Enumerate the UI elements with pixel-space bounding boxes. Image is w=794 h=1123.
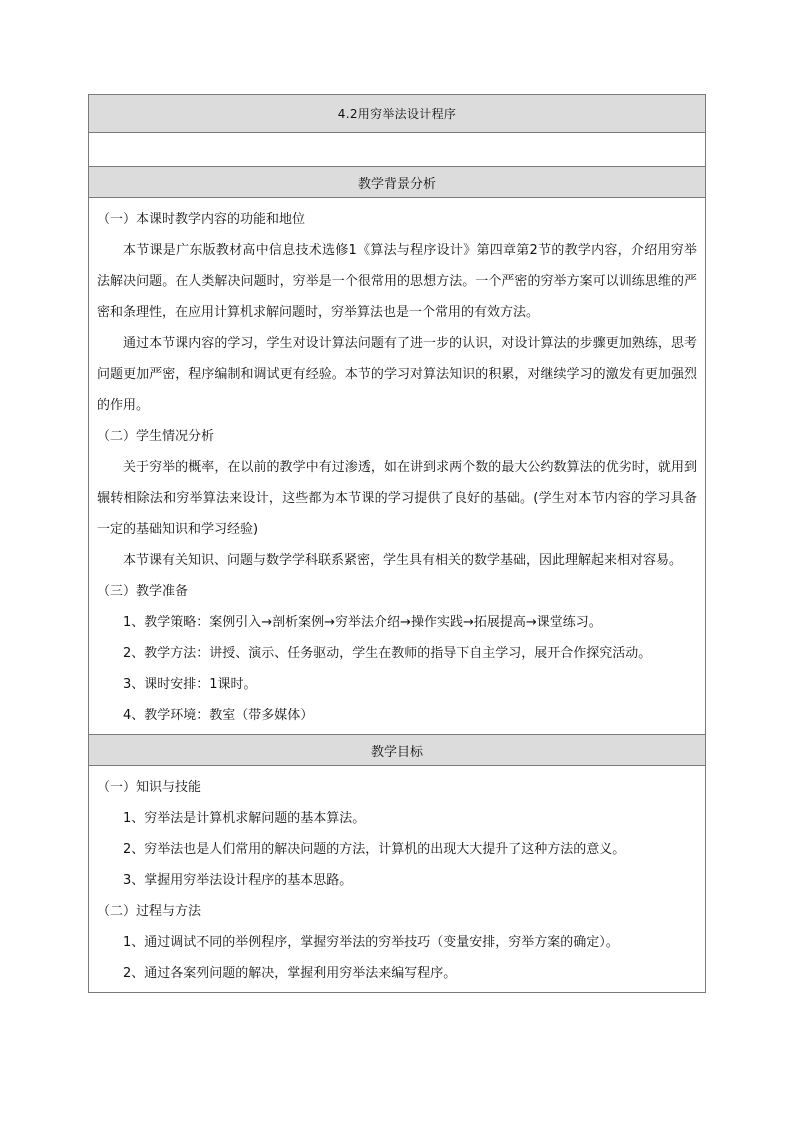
subheading: （三）教学准备 (97, 584, 189, 599)
list-item: 1、教学策略：案例引入→剖析案例→穷举法介绍→操作实践→拓展提高→课堂练习。 (123, 615, 602, 630)
paragraph: 本节课是广东版教材高中信息技术选修1《算法与程序设计》第四章第2节的教学内容，介绍用穷举法解决问题。在人类解决问题时，穷举是一个很常用的思想方法。一个严密的穷举方案可以训练思维的严密和条理性，在应用计算机求解问题时，穷举算法也是一个常用的有效方法。 (97, 243, 697, 320)
list-item: 3、掌握用穷举法设计程序的基本思路。 (123, 873, 353, 888)
blank-row (89, 133, 705, 167)
document-title: 4.2用穷举法设计程序 (89, 95, 705, 133)
list-item: 1、穷举法是计算机求解问题的基本算法。 (123, 811, 366, 826)
subheading: （一）本课时教学内容的功能和地位 (97, 212, 306, 227)
paragraph: 通过本节课内容的学习，学生对设计算法问题有了进一步的认识，对设计算法的步骤更加熟练，思考问题更加严密，程序编制和调试更有经验。本节的学习对算法知识的积累，对继续学习的激发有更加强烈的作用。 (97, 336, 697, 413)
section-heading-background: 教学背景分析 (89, 167, 705, 198)
paragraph: 本节课有关知识、问题与数学学科联系紧密，学生具有相关的数学基础，因此理解起来相对容易。 (123, 553, 683, 568)
section-content-objectives (89, 766, 705, 992)
list-item: 2、通过各案列问题的解决，掌握利用穷举法来编写程序。 (123, 966, 457, 981)
list-item: 2、穷举法也是人们常用的解决问题的方法，计算机的出现大大提升了这种方法的意义。 (123, 842, 626, 857)
paragraph: 关于穷举的概率，在以前的教学中有过渗透，如在讲到求两个数的最大公约数算法的优劣时，就用到辗转相除法和穷举算法来设计，这些都为本节课的学习提供了良好的基础。(学生对本节内容的学习具备一定的基础知识和学习经验) (97, 460, 697, 537)
list-item: 1、通过调试不同的举例程序，掌握穷举法的穷举技巧（变量安排，穷举方案的确定）。 (123, 935, 619, 950)
list-item: 2、教学方法：讲授、演示、任务驱动，学生在教师的指导下自主学习，展开合作探究活动。 (123, 646, 652, 661)
subheading: （一）知识与技能 (97, 780, 202, 795)
subheading: （二）过程与方法 (97, 904, 202, 919)
list-item: 3、课时安排：1课时。 (123, 677, 257, 692)
list-item: 4、教学环境：教室（带多媒体） (123, 708, 314, 723)
section-heading-objectives: 教学目标 (89, 735, 705, 766)
subheading: （二）学生情况分析 (97, 429, 215, 444)
section-content-background (89, 198, 705, 735)
lesson-plan-table (88, 94, 706, 993)
